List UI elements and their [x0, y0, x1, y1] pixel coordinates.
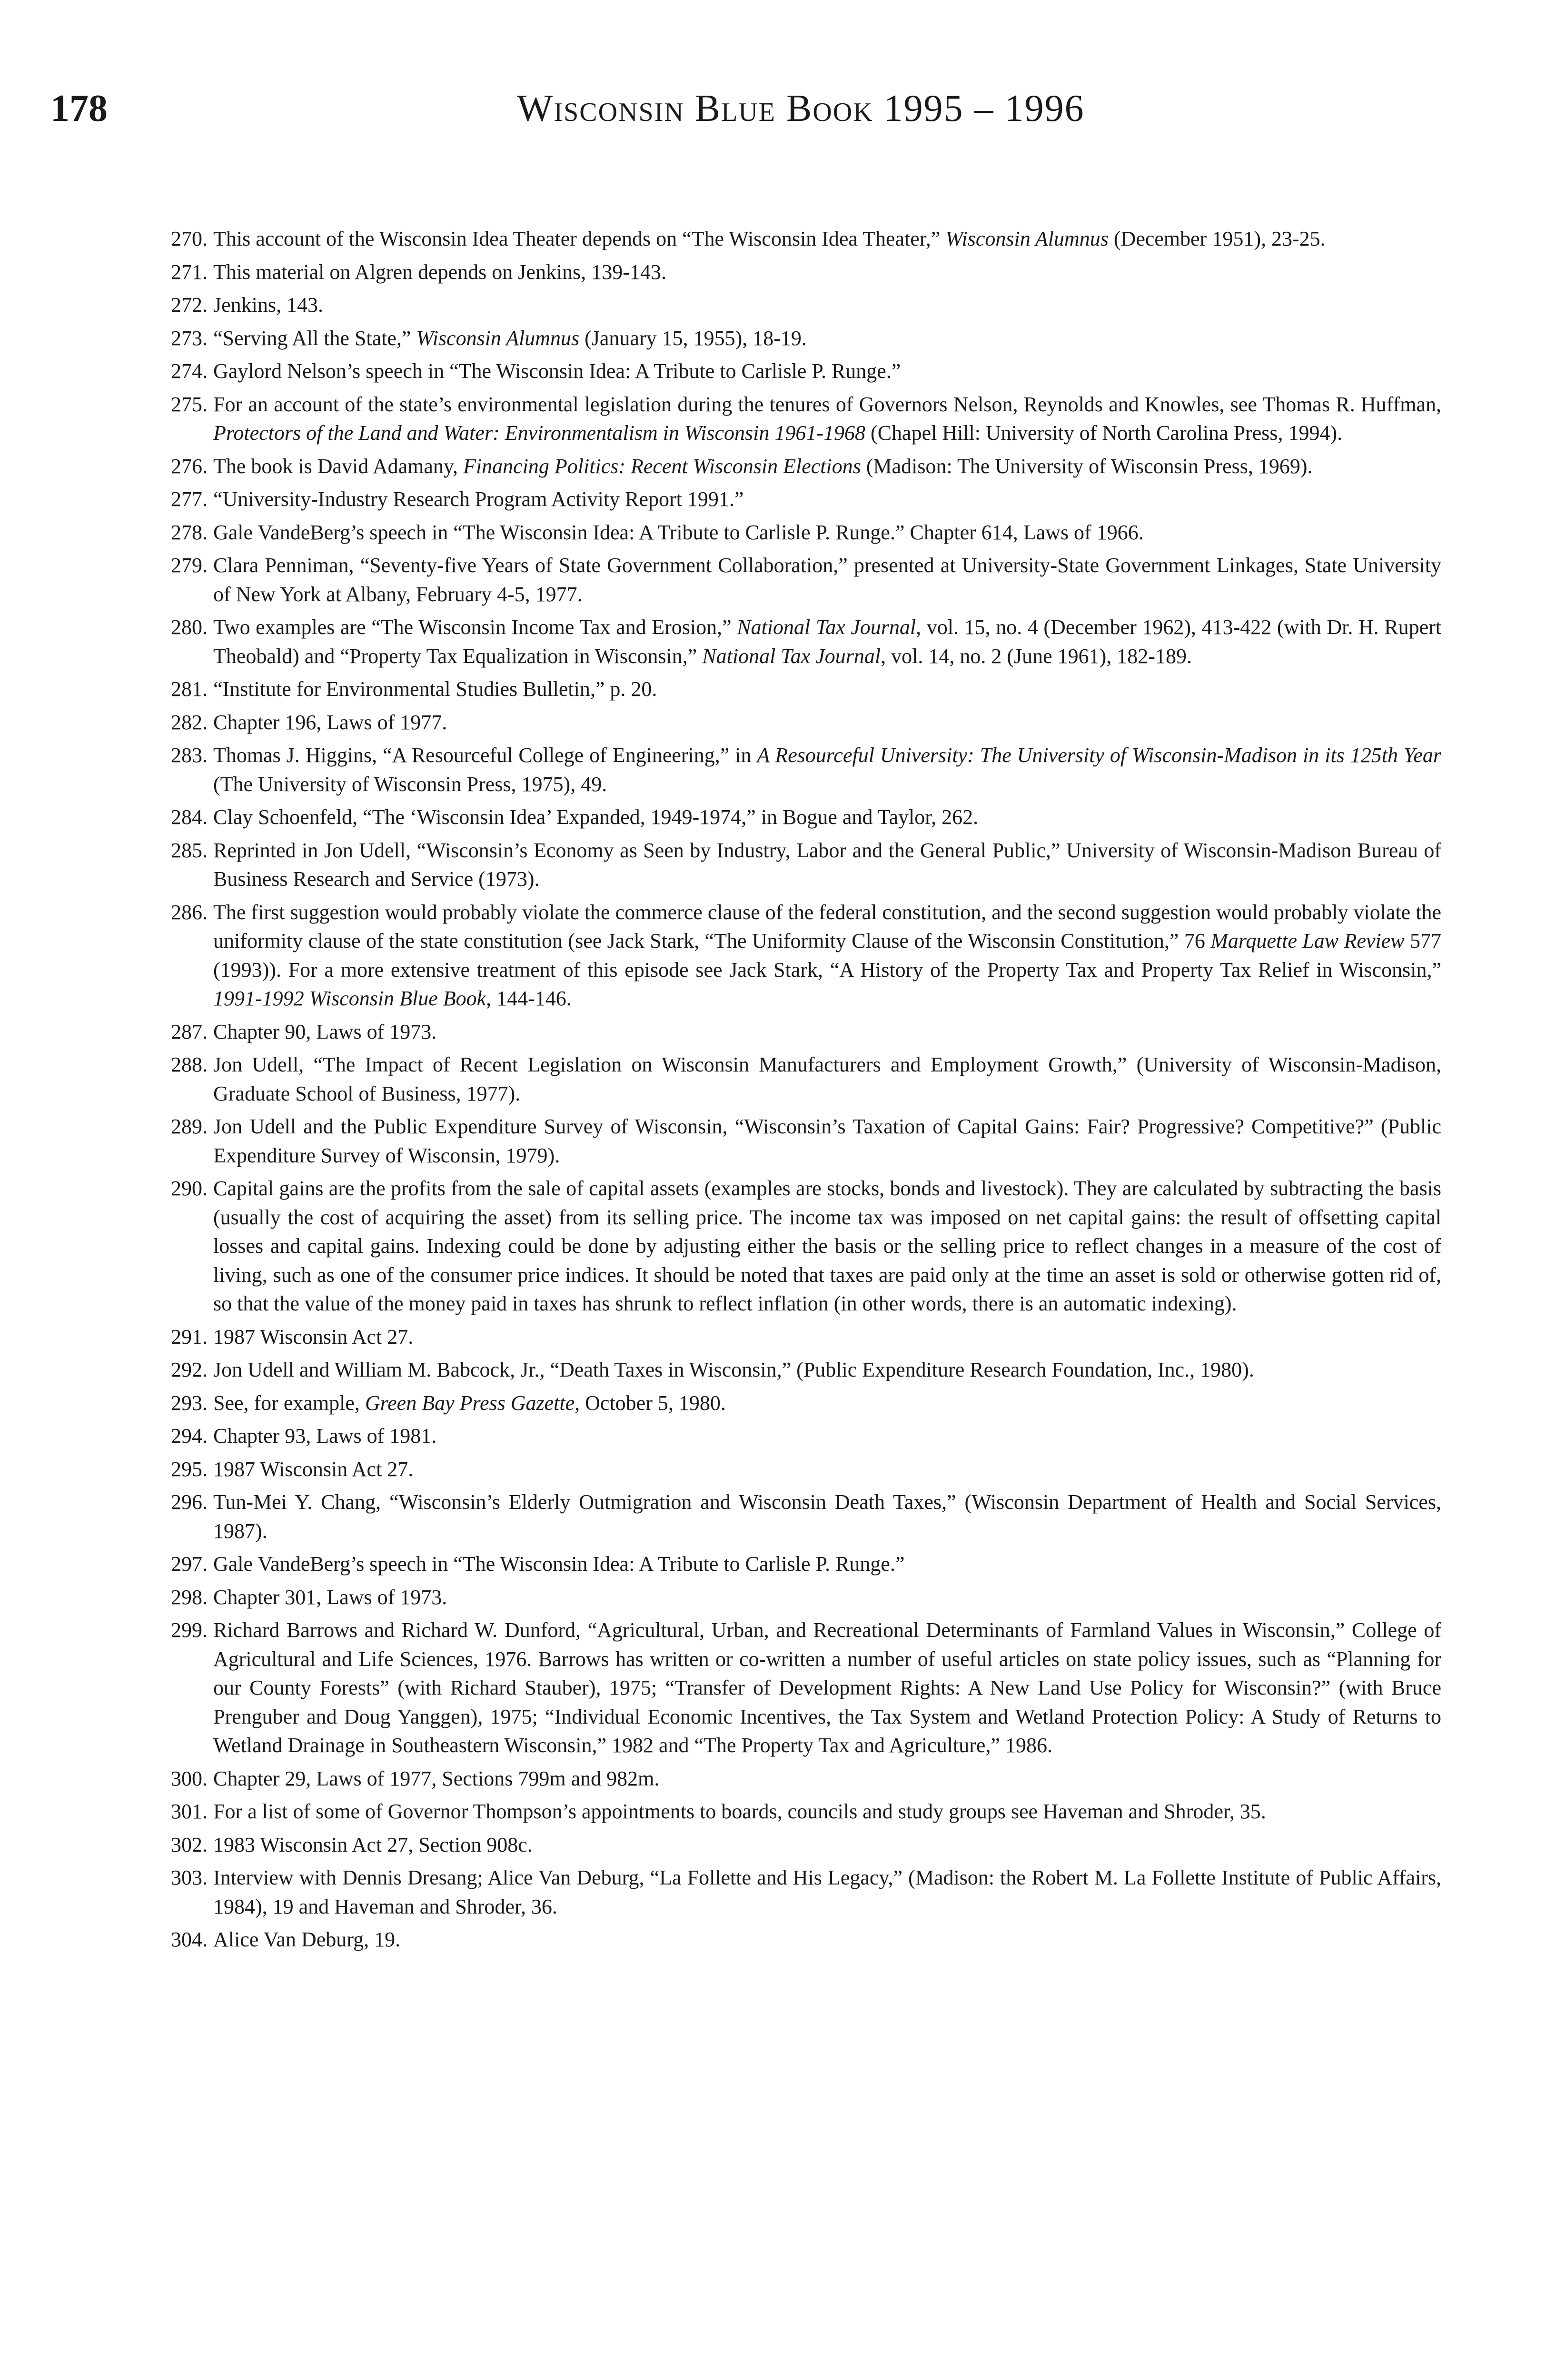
endnote-text-segment: The first suggestion would probably violate the commerce clause of the federal constitution, and the second suggestion would probably violate the uniformity clause of the state constitution (see Jack Stark, “The Uniformity Clause of the Wisconsin Constitution,” 76: [213, 900, 1441, 952]
endnote-text-segment: Jenkins, 143.: [213, 293, 323, 317]
endnote-number: 279.: [171, 554, 208, 577]
endnote-text-segment: (The University of Wisconsin Press, 1975), 49.: [213, 772, 607, 796]
endnote-text: [213, 1767, 659, 1790]
endnote-text: [213, 1053, 1441, 1105]
endnote-text: [213, 554, 1441, 606]
endnote-text-segment: Gale VandeBerg’s speech in “The Wisconsin Idea: A Tribute to Carlisle P. Runge.” Chapter 614, Laws of 1966.: [213, 520, 1144, 544]
endnote-number: 276.: [171, 454, 208, 478]
endnote-text: [213, 227, 1326, 250]
endnote-item: [171, 803, 1441, 832]
endnote-number: 296.: [171, 1490, 208, 1514]
endnote-item: [171, 225, 1441, 254]
endnote-item: [171, 1925, 1441, 1954]
endnote-item: [171, 1583, 1441, 1612]
page-header: [50, 80, 1497, 137]
endnote-number: 277.: [171, 487, 208, 511]
endnote-text-segment: , vol. 14, no. 2 (June 1961), 182-189.: [881, 644, 1192, 668]
endnotes-list: [171, 225, 1442, 1959]
endnote-text-segment: Clay Schoenfeld, “The ‘Wisconsin Idea’ Expanded, 1949-1974,” in Bogue and Taylor, 262.: [213, 805, 979, 829]
endnote-number: 290.: [171, 1177, 208, 1200]
endnote-item: [171, 390, 1441, 448]
endnote-number: 284.: [171, 805, 208, 829]
endnote-number: 278.: [171, 520, 208, 544]
endnote-item: [171, 675, 1441, 704]
endnote-text: [213, 327, 807, 350]
endnote-text-segment: (Chapel Hill: University of North Carolina Press, 1994).: [865, 421, 1343, 445]
endnote-text-segment: Reprinted in Jon Udell, “Wisconsin’s Economy as Seen by Industry, Labor and the General Public,” University of Wisconsin-Madison Bureau of Business Research and Service (1973).: [213, 838, 1441, 891]
endnote-item: [171, 291, 1441, 320]
endnote-italic-title: Green Bay Press Gazette: [365, 1391, 575, 1415]
endnote-text-segment: “Serving All the State,”: [213, 326, 416, 350]
endnote-number: 301.: [171, 1800, 208, 1823]
endnote-text-segment: For an account of the state’s environmental legislation during the tenures of Governors Nelson, Reynolds and Knowles, see Thomas R. Huffman,: [213, 392, 1441, 416]
endnote-number: 280.: [171, 615, 208, 639]
endnote-item: [171, 324, 1441, 353]
endnote-item: [171, 1389, 1441, 1418]
endnote-text-segment: Interview with Dennis Dresang; Alice Van Deburg, “La Follette and His Legacy,” (Madison: the Robert M. La Follette Institute of Public Affairs, 1984), 19 and Haveman and Shroder, 36.: [213, 1866, 1441, 1918]
endnote-text-segment: Tun-Mei Y. Chang, “Wisconsin’s Elderly Outmigration and Wisconsin Death Taxes,” (Wisconsin Department of Health and Social Services, 1987).: [213, 1490, 1441, 1543]
endnote-number: 300.: [171, 1766, 208, 1790]
page-number: 178: [50, 88, 108, 129]
endnote-number: 302.: [171, 1833, 208, 1856]
endnote-item: [171, 1797, 1441, 1826]
endnote-text-segment: Chapter 29, Laws of 1977, Sections 799m and 982m.: [213, 1766, 660, 1790]
endnote-text: [213, 805, 978, 829]
endnote-text-segment: Jon Udell, “The Impact of Recent Legislation on Wisconsin Manufacturers and Employment Growth,” (University of Wisconsin-Madison, Graduate School of Business, 1977).: [213, 1053, 1441, 1105]
endnote-number: 274.: [171, 359, 208, 383]
endnote-text: [213, 1391, 726, 1415]
endnote-number: 282.: [171, 710, 208, 734]
endnote-text: [213, 393, 1441, 445]
endnote-text-segment: “Institute for Environmental Studies Bulletin,” p. 20.: [213, 677, 657, 701]
endnote-italic-title: 1991-1992 Wisconsin Blue Book: [213, 987, 486, 1010]
endnote-italic-title: National Tax Journal: [702, 644, 881, 668]
endnote-text: [213, 711, 447, 734]
endnote-item: [171, 741, 1441, 799]
endnote-text-segment: “University-Industry Research Program Activity Report 1991.”: [213, 487, 744, 511]
endnote-text: [213, 1490, 1441, 1543]
endnote-text-segment: Chapter 301, Laws of 1973.: [213, 1585, 447, 1609]
endnote-text: [213, 901, 1441, 1011]
endnote-item: [171, 1455, 1441, 1484]
endnote-text: [213, 1800, 1266, 1823]
endnote-text: [213, 1928, 400, 1951]
endnote-text-segment: (December 1951), 23-25.: [1108, 227, 1326, 250]
endnote-text-segment: 1987 Wisconsin Act 27.: [213, 1457, 414, 1481]
endnote-text-segment: Alice Van Deburg, 19.: [213, 1928, 401, 1951]
endnote-text: [213, 1020, 436, 1043]
endnote-number: 289.: [171, 1115, 208, 1138]
endnote-text-segment: , October 5, 1980.: [575, 1391, 726, 1415]
endnote-number: 291.: [171, 1325, 208, 1349]
endnote-italic-title: Wisconsin Alumnus: [416, 326, 580, 350]
endnote-text-segment: , 144-146.: [486, 987, 572, 1010]
endnote-text-segment: For a list of some of Governor Thompson’s appointments to boards, councils and study groups see Haveman and Shroder, 35.: [213, 1800, 1266, 1823]
endnote-text: [213, 455, 1313, 478]
endnote-italic-title: Financing Politics: Recent Wisconsin Elections: [463, 454, 861, 478]
endnote-text: [213, 260, 666, 284]
endnote-italic-title: Wisconsin Alumnus: [945, 227, 1109, 250]
endnote-number: 298.: [171, 1585, 208, 1609]
endnote-text-segment: Two examples are “The Wisconsin Income Tax and Erosion,”: [213, 615, 737, 639]
endnote-text-segment: Richard Barrows and Richard W. Dunford, “Agricultural, Urban, and Recreational Determinants of Farmland Values in Wisconsin,” College of Agricultural and Life Sciences, 1976. Barrows has written or co-written a number of useful articles on state policy issues, such as “Planning for our County Forests” (with Richard Stauber), 1975; “Transfer of Development Rights: A New Land Use Policy for Wisconsin?” (with Bruce Prenguber and Doug Yanggen), 1975; “Individual Economic Incentives, the Tax System and Wetland Protection Policy: A Study of Returns to Wetland Drainage in Southeastern Wisconsin,” 1982 and “The Property Tax and Agriculture,” 1986.: [213, 1618, 1441, 1757]
endnote-number: 288.: [171, 1053, 208, 1076]
endnote-number: 285.: [171, 838, 208, 862]
endnote-text: [213, 839, 1441, 891]
endnote-number: 281.: [171, 677, 208, 701]
running-title: Wisconsin Blue Book 1995 – 1996: [517, 88, 1085, 129]
endnote-item: [171, 1051, 1441, 1108]
endnote-number: 275.: [171, 392, 208, 416]
endnote-text-segment: , vol. 15, no. 4 (December 1962), 413-422 (with Dr. H. Rupert Theobald) and “Property Tax Equalization in Wisconsin,”: [213, 615, 1442, 668]
endnote-item: [171, 1864, 1441, 1921]
endnote-text: [213, 1325, 413, 1349]
endnote-number: 272.: [171, 293, 208, 317]
endnote-text: [213, 1115, 1441, 1167]
endnote-number: 286.: [171, 900, 208, 924]
endnote-item: [171, 1112, 1441, 1170]
endnote-text-segment: Thomas J. Higgins, “A Resourceful College of Engineering,” in: [213, 744, 757, 767]
endnote-item: [171, 1831, 1441, 1860]
endnote-number: 292.: [171, 1358, 208, 1381]
endnote-text: [213, 521, 1144, 544]
endnote-item: [171, 836, 1441, 894]
endnote-text-segment: Chapter 90, Laws of 1973.: [213, 1020, 437, 1043]
endnote-text-segment: See, for example,: [213, 1391, 365, 1415]
endnote-text: [213, 1618, 1441, 1757]
endnote-italic-title: National Tax Journal: [737, 615, 916, 639]
endnote-number: 287.: [171, 1020, 208, 1043]
endnote-number: 294.: [171, 1424, 208, 1448]
endnote-item: [171, 551, 1441, 609]
endnote-item: [171, 708, 1441, 737]
endnote-number: 299.: [171, 1618, 208, 1642]
endnote-text: [213, 359, 901, 383]
endnote-text: [213, 1866, 1441, 1918]
endnote-item: [171, 1765, 1441, 1794]
endnote-text-segment: Capital gains are the profits from the sale of capital assets (examples are stocks, bonds and livestock). They are calculated by subtracting the basis (usually the cost of acquiring the asset) from its selling price. The income tax was imposed on net capital gains: the result of offsetting capital losses and capital gains. Indexing could be done by adjusting either the basis or the selling price to reflect changes in a measure of the cost of living, such as one of the consumer price indices. It should be noted that taxes are paid only at the time an asset is sold or otherwise gotten rid of, so that the value of the money paid in taxes has shrunk to reflect inflation (in other words, there is an automatic indexing).: [213, 1177, 1441, 1315]
endnote-text-segment: This material on Algren depends on Jenkins, 139-143.: [213, 260, 666, 284]
endnote-text-segment: Chapter 196, Laws of 1977.: [213, 710, 447, 734]
endnote-item: [171, 258, 1441, 287]
endnote-italic-title: Marquette Law Review: [1210, 929, 1405, 952]
endnote-text: [213, 744, 1441, 796]
endnote-item: [171, 1550, 1441, 1579]
endnote-item: [171, 1323, 1441, 1352]
endnote-item: [171, 1422, 1441, 1451]
endnote-item: [171, 613, 1442, 671]
endnote-number: 293.: [171, 1391, 208, 1415]
endnote-item: [171, 1616, 1441, 1760]
endnote-item: [171, 1174, 1441, 1319]
endnote-text-segment: Jon Udell and the Public Expenditure Survey of Wisconsin, “Wisconsin’s Taxation of Capital Gains: Fair? Progressive? Competitive?” (Public Expenditure Survey of Wisconsin, 1979).: [213, 1115, 1441, 1167]
endnote-item: [171, 1018, 1441, 1047]
endnote-number: 297.: [171, 1552, 208, 1576]
endnote-text: [213, 1177, 1441, 1315]
endnote-text: [213, 487, 743, 511]
endnote-text-segment: (Madison: The University of Wisconsin Press, 1969).: [861, 454, 1313, 478]
endnote-text-segment: The book is David Adamany,: [213, 454, 464, 478]
endnote-text-segment: 1987 Wisconsin Act 27.: [213, 1325, 414, 1349]
endnote-number: 283.: [171, 744, 208, 767]
endnote-text-segment: Chapter 93, Laws of 1981.: [213, 1424, 437, 1448]
endnote-text-segment: (January 15, 1955), 18-19.: [579, 326, 807, 350]
endnote-number: 270.: [171, 227, 208, 250]
endnote-text: [213, 293, 323, 317]
endnote-item: [171, 1488, 1441, 1546]
endnote-text: [213, 1586, 447, 1609]
endnote-item: [171, 485, 1441, 514]
endnote-number: 303.: [171, 1866, 208, 1889]
endnote-text: [213, 1833, 533, 1856]
endnote-text-segment: Gaylord Nelson’s speech in “The Wisconsin Idea: A Tribute to Carlisle P. Runge.”: [213, 359, 901, 383]
endnote-item: [171, 357, 1441, 386]
endnote-item: [171, 518, 1441, 547]
endnote-item: [171, 898, 1442, 1013]
endnote-text: [213, 1458, 413, 1481]
endnote-text: [213, 1424, 436, 1448]
endnote-number: 295.: [171, 1457, 208, 1481]
endnote-text-segment: Jon Udell and William M. Babcock, Jr., “Death Taxes in Wisconsin,” (Public Expenditure Research Foundation, Inc., 1980).: [213, 1358, 1254, 1381]
endnote-number: 271.: [171, 260, 208, 284]
endnote-text-segment: 577 (1993)). For a more extensive treatment of this episode see Jack Stark, “A History of the Property Tax and Property Tax Relief in Wisconsin,”: [213, 929, 1442, 982]
endnote-item: [171, 1356, 1441, 1385]
endnote-text-segment: Clara Penniman, “Seventy-five Years of State Government Collaboration,” presented at University-State Government Linkages, State University of New York at Albany, February 4-5, 1977.: [213, 554, 1441, 606]
endnote-text: [213, 615, 1441, 668]
endnote-text: [213, 1552, 904, 1576]
endnote-text-segment: Gale VandeBerg’s speech in “The Wisconsin Idea: A Tribute to Carlisle P. Runge.”: [213, 1552, 905, 1576]
endnote-item: [171, 452, 1441, 481]
endnote-italic-title: Protectors of the Land and Water: Environmentalism in Wisconsin 1961-1968: [213, 421, 866, 445]
endnote-text-segment: This account of the Wisconsin Idea Theater depends on “The Wisconsin Idea Theater,”: [213, 227, 946, 250]
endnote-text-segment: 1983 Wisconsin Act 27, Section 908c.: [213, 1833, 533, 1856]
endnote-number: 304.: [171, 1928, 208, 1951]
endnote-italic-title: A Resourceful University: The University of Wisconsin-Madison in its 125th Year: [757, 744, 1441, 767]
endnote-number: 273.: [171, 326, 208, 350]
endnote-text: [213, 1358, 1254, 1381]
endnote-text: [213, 677, 657, 701]
